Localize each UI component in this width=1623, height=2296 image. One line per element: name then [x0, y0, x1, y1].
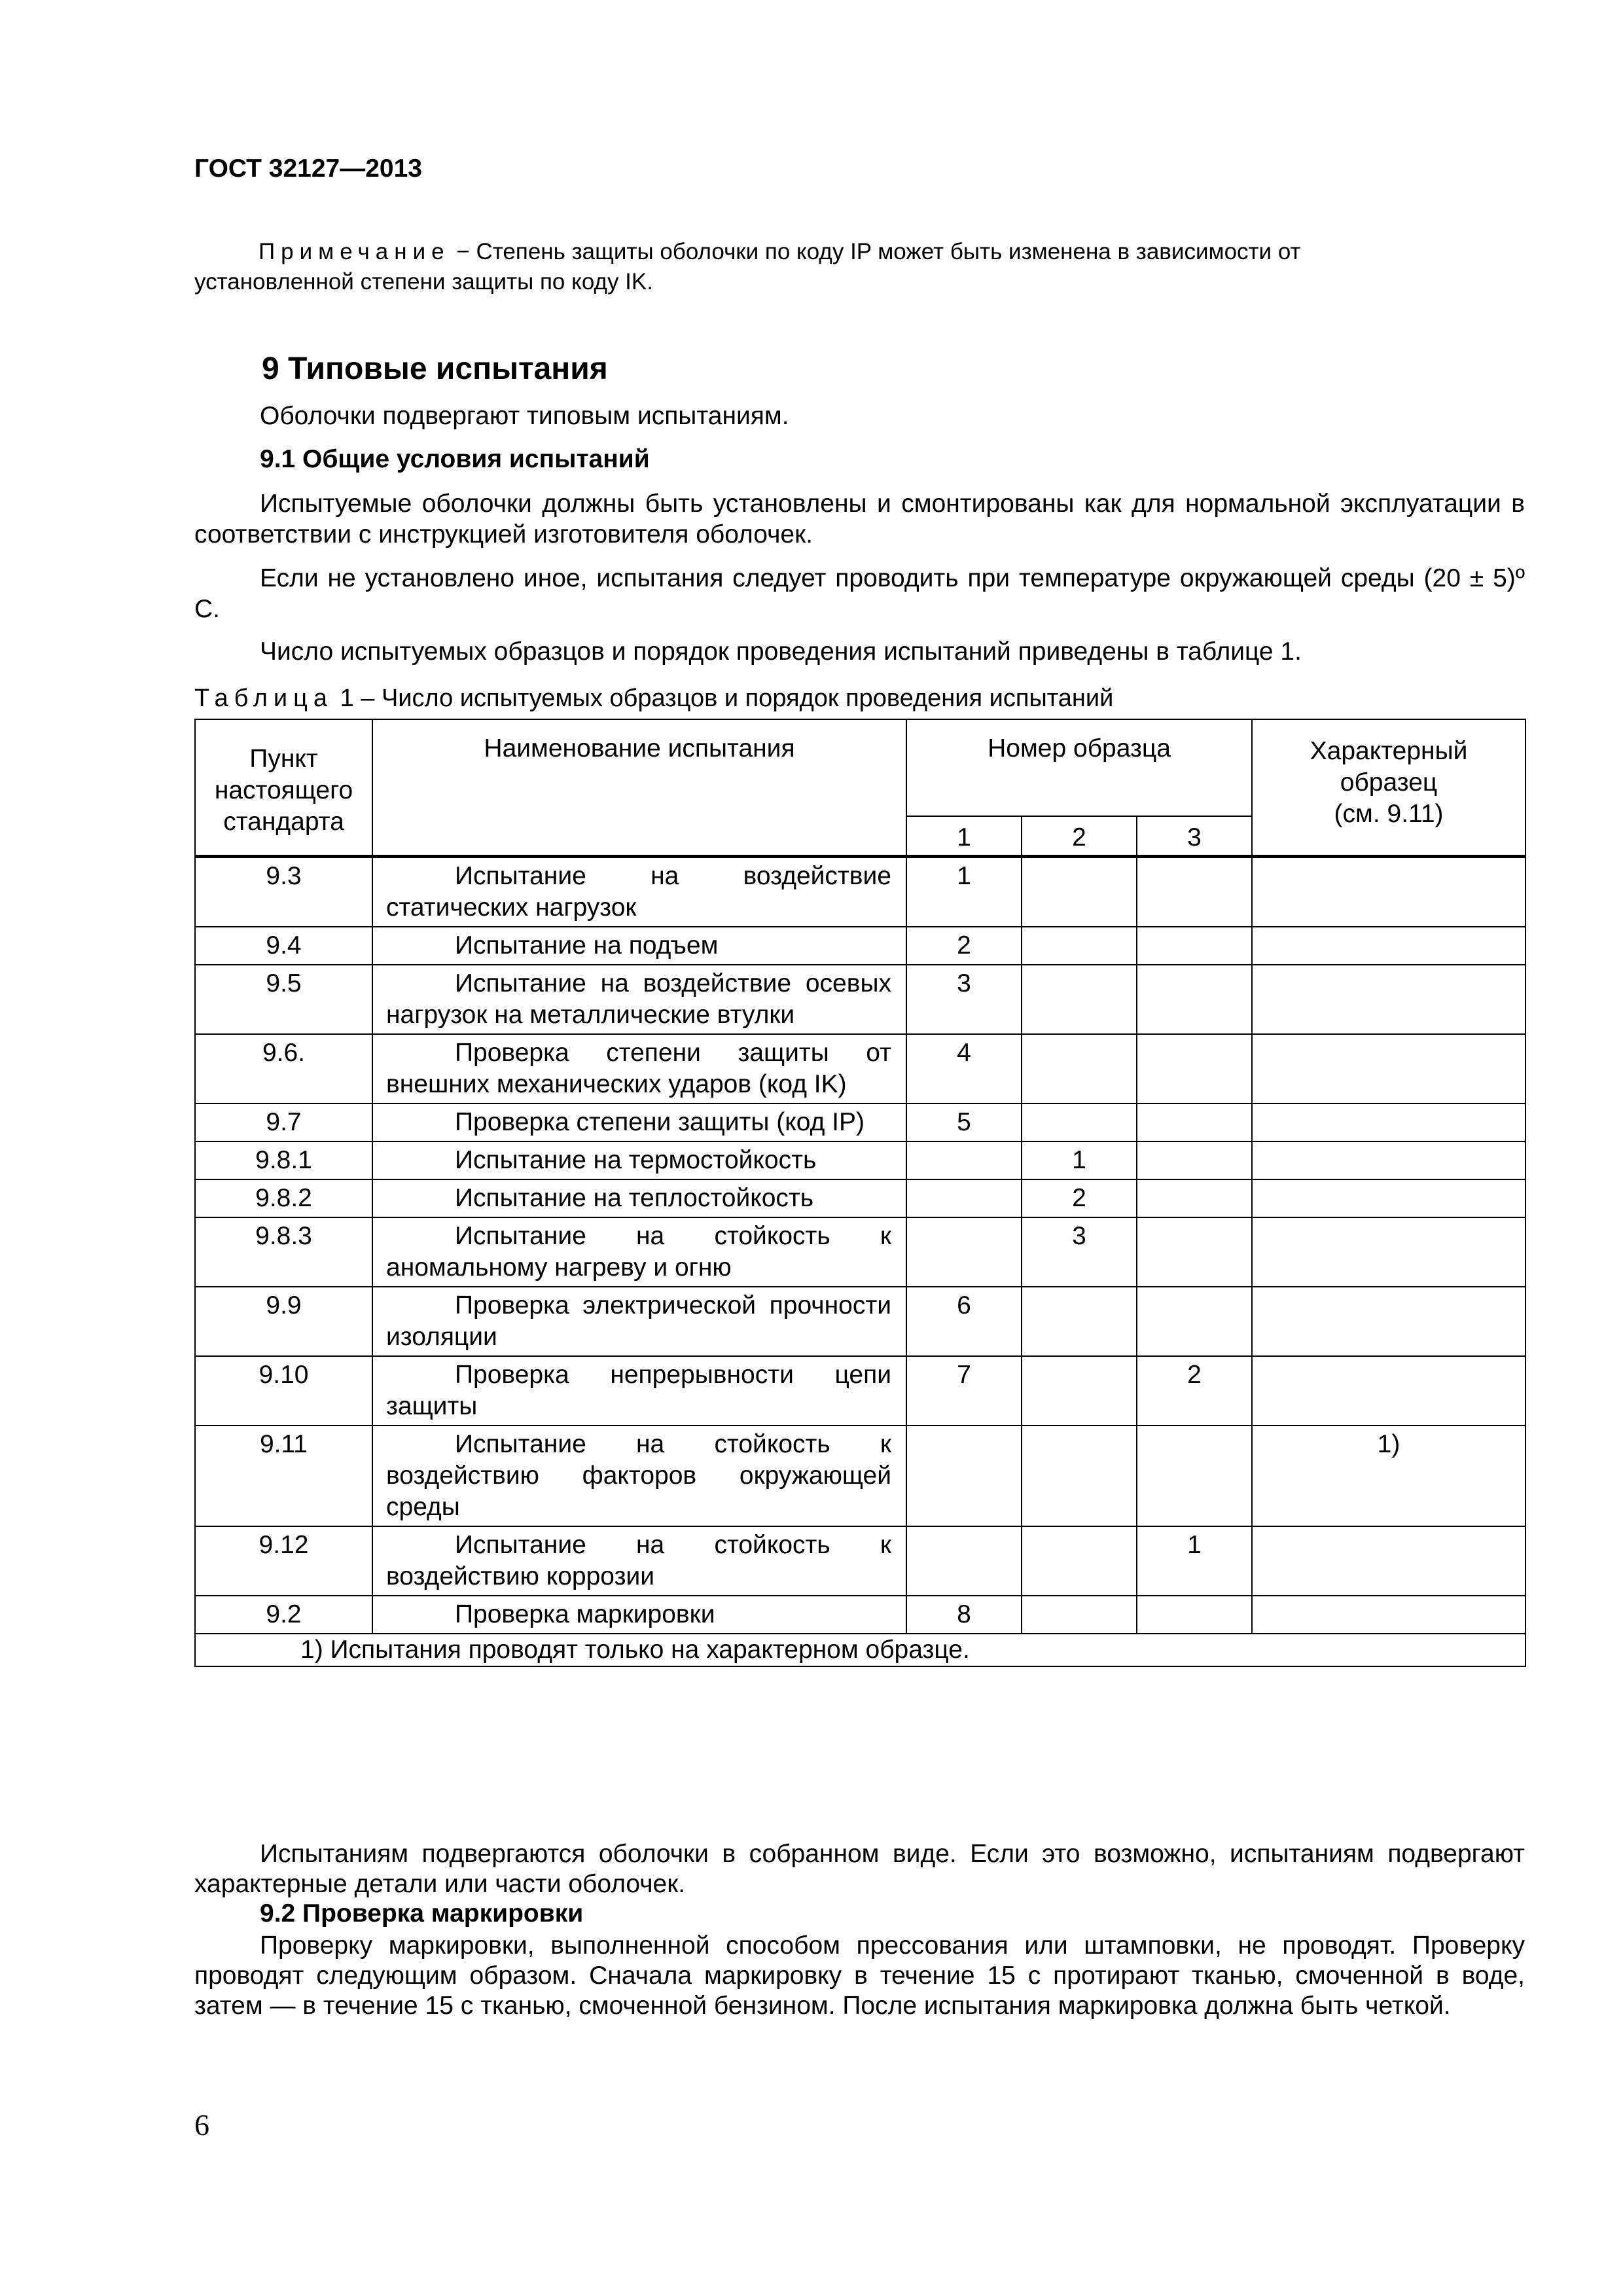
row-point: 9.12	[195, 1526, 372, 1596]
row-characteristic	[1252, 1034, 1525, 1103]
row-point: 9.5	[195, 965, 372, 1034]
note-text-cont: установленной степени защиты по коду IK.	[194, 269, 653, 295]
row-test-name: Испытание на стойкость к воздействию факторов окружающей среды	[372, 1426, 906, 1526]
row-sample-1: 3	[906, 965, 1022, 1034]
row-sample-1: 7	[906, 1356, 1022, 1426]
row-point: 9.4	[195, 927, 372, 965]
row-sample-2: 1	[1022, 1141, 1137, 1179]
row-sample-3	[1137, 1426, 1252, 1526]
note	[194, 237, 1438, 297]
paragraph-samples: Число испытуемых образцов и порядок проведения испытаний приведены в таблице 1.	[260, 637, 1302, 666]
row-sample-3: 1	[1137, 1526, 1252, 1596]
row-sample-3	[1137, 857, 1252, 927]
row-sample-2	[1022, 927, 1137, 965]
note-label: Примечание	[259, 239, 450, 264]
table-row	[195, 1103, 1525, 1141]
row-characteristic	[1252, 1287, 1525, 1356]
table-row	[195, 927, 1525, 965]
row-characteristic: 1)	[1252, 1426, 1525, 1526]
table-row	[195, 1287, 1525, 1356]
row-sample-1	[906, 1526, 1022, 1596]
row-sample-3: 2	[1137, 1356, 1252, 1426]
row-sample-2: 2	[1022, 1179, 1137, 1217]
row-sample-2	[1022, 1596, 1137, 1634]
paragraph-install: Испытуемые оболочки должны быть установлены и смонтированы как для нормальной эксплуатации в соответствии с инструкцией изготовителя оболочек.	[194, 490, 1525, 548]
row-test-name: Испытание на теплостойкость	[372, 1179, 906, 1217]
row-characteristic	[1252, 1179, 1525, 1217]
table-row	[195, 1526, 1525, 1596]
row-test-name: Испытание на стойкость к аномальному нагреву и огню	[372, 1217, 906, 1287]
header-sample-number: Номер образца	[906, 719, 1252, 816]
document-code: ГОСТ 32127—2013	[194, 154, 422, 183]
table-row	[195, 1217, 1525, 1287]
header-sample-1: 1	[906, 816, 1022, 857]
row-test-name: Проверка электрической прочности изоляции	[372, 1287, 906, 1356]
row-sample-2	[1022, 965, 1137, 1034]
row-characteristic	[1252, 1356, 1525, 1426]
table-row	[195, 1356, 1525, 1426]
note-text: − Степень защиты оболочки по коду IP может быть изменена в зависимости от	[456, 239, 1301, 264]
table-caption	[194, 685, 1113, 713]
table-row	[195, 965, 1525, 1034]
row-sample-1	[906, 1179, 1022, 1217]
row-sample-1: 1	[906, 857, 1022, 927]
row-sample-1: 5	[906, 1103, 1022, 1141]
row-point: 9.2	[195, 1596, 372, 1634]
row-characteristic	[1252, 1103, 1525, 1141]
table-caption-label: Таблица	[194, 685, 333, 712]
row-sample-3	[1137, 1103, 1252, 1141]
section-intro: Оболочки подвергают типовым испытаниям.	[260, 402, 789, 430]
row-sample-3	[1137, 1217, 1252, 1287]
paragraph-temperature: Если не установлено иное, испытания следует проводить при температуре окружающей среды (20 ± 5)º С.	[194, 564, 1525, 623]
row-test-name: Испытание на подъем	[372, 927, 906, 965]
row-test-name: Проверка степени защиты от внешних механических ударов (код IK)	[372, 1034, 906, 1103]
row-point: 9.3	[195, 857, 372, 927]
row-sample-2: 3	[1022, 1217, 1137, 1287]
paragraph-marking-check: Проверку маркировки, выполненной способом прессования или штамповки, не проводят. Проверку проводят следующим образом. Сначала маркировку в течение 15 с протирают тканью, смоченной в воде, затем — в течение 15 с тканью, смоченной бензином. После испытания маркировка должна быть четкой.	[194, 1931, 1525, 2020]
table-row	[195, 1426, 1525, 1526]
row-test-name: Испытание на воздействие осевых нагрузок на металлические втулки	[372, 965, 906, 1034]
section-title: 9 Типовые испытания	[262, 351, 608, 386]
row-sample-2	[1022, 1526, 1137, 1596]
row-characteristic	[1252, 1141, 1525, 1179]
row-test-name: Проверка степени защиты (код IP)	[372, 1103, 906, 1141]
table-row	[195, 1596, 1525, 1634]
row-sample-3	[1137, 1287, 1252, 1356]
row-characteristic	[1252, 857, 1525, 927]
row-test-name: Испытание на стойкость к воздействию коррозии	[372, 1526, 906, 1596]
row-sample-3	[1137, 1596, 1252, 1634]
row-sample-1: 2	[906, 927, 1022, 965]
row-point: 9.8.3	[195, 1217, 372, 1287]
row-sample-3	[1137, 1034, 1252, 1103]
header-sample-2: 2	[1022, 816, 1137, 857]
header-characteristic-label: Характерный образец	[1310, 737, 1468, 797]
row-point: 9.11	[195, 1426, 372, 1526]
row-test-name: Проверка непрерывности цепи защиты	[372, 1356, 906, 1426]
row-sample-1	[906, 1217, 1022, 1287]
row-sample-2	[1022, 1034, 1137, 1103]
row-sample-3	[1137, 965, 1252, 1034]
row-characteristic	[1252, 927, 1525, 965]
subsection-9-1-title: 9.1 Общие условия испытаний	[260, 445, 650, 473]
row-sample-2	[1022, 1103, 1137, 1141]
row-test-name: Проверка маркировки	[372, 1596, 906, 1634]
row-sample-3	[1137, 1179, 1252, 1217]
row-characteristic	[1252, 965, 1525, 1034]
row-test-name: Испытание на воздействие статических нагрузок	[372, 857, 906, 927]
header-characteristic	[1252, 719, 1525, 857]
table-row	[195, 1141, 1525, 1179]
header-point: Пункт настоящего стандарта	[195, 719, 372, 857]
subsection-9-2-title: 9.2 Проверка маркировки	[260, 1899, 584, 1928]
tests-table	[194, 719, 1526, 1667]
row-sample-1	[906, 1426, 1022, 1526]
row-sample-3	[1137, 1141, 1252, 1179]
header-characteristic-ref: (см. 9.11)	[1334, 800, 1444, 828]
table-footnote: 1) Испытания проводят только на характерном образце.	[195, 1634, 1525, 1666]
row-sample-1: 4	[906, 1034, 1022, 1103]
row-point: 9.9	[195, 1287, 372, 1356]
row-sample-2	[1022, 857, 1137, 927]
row-point: 9.8.1	[195, 1141, 372, 1179]
header-test-name: Наименование испытания	[372, 719, 906, 857]
row-sample-2	[1022, 1287, 1137, 1356]
row-test-name: Испытание на термостойкость	[372, 1141, 906, 1179]
table-footnote-row	[195, 1634, 1525, 1666]
table-row	[195, 1179, 1525, 1217]
row-point: 9.7	[195, 1103, 372, 1141]
table-row	[195, 1034, 1525, 1103]
row-sample-2	[1022, 1426, 1137, 1526]
row-characteristic	[1252, 1217, 1525, 1287]
table-row	[195, 857, 1525, 927]
row-point: 9.6.	[195, 1034, 372, 1103]
row-sample-1	[906, 1141, 1022, 1179]
row-sample-1: 8	[906, 1596, 1022, 1634]
header-sample-3: 3	[1137, 816, 1252, 857]
table-caption-text: 1 – Число испытуемых образцов и порядок проведения испытаний	[340, 685, 1114, 712]
page-number: 6	[194, 2108, 209, 2142]
row-characteristic	[1252, 1526, 1525, 1596]
paragraph-assembled: Испытаниям подвергаются оболочки в собранном виде. Если это возможно, испытаниям подвергают характерные детали или части оболочек.	[194, 1840, 1525, 1898]
row-sample-3	[1137, 927, 1252, 965]
row-sample-2	[1022, 1356, 1137, 1426]
row-point: 9.10	[195, 1356, 372, 1426]
row-sample-1: 6	[906, 1287, 1022, 1356]
row-characteristic	[1252, 1596, 1525, 1634]
row-point: 9.8.2	[195, 1179, 372, 1217]
